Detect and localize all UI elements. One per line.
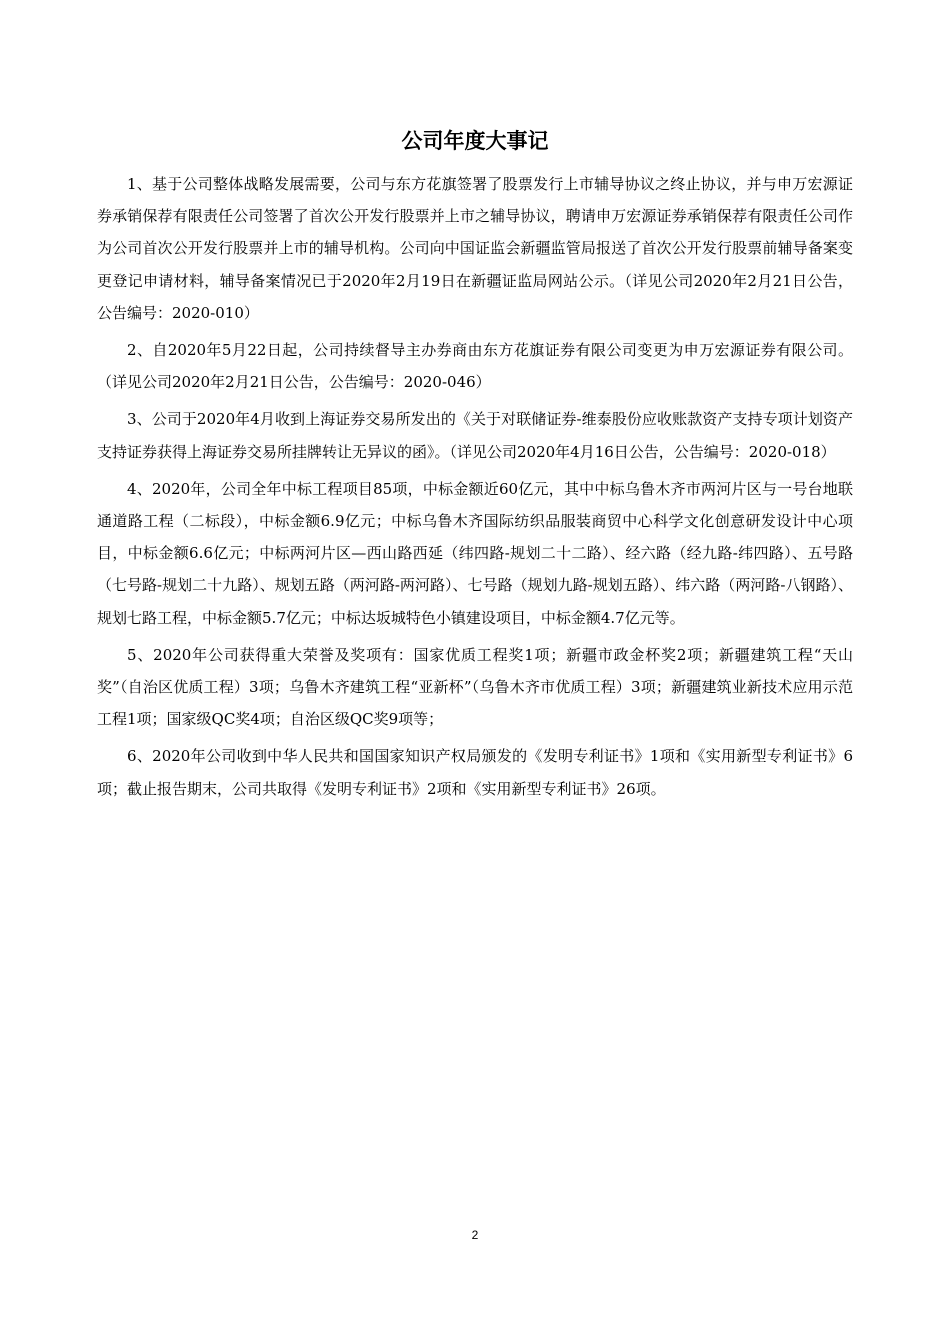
document-body — [97, 168, 853, 810]
paragraph-4: 4、2020年，公司全年中标工程项目85项，中标金额近60亿元，其中中标乌鲁木齐市两河片区与一号台地联通道路工程（二标段），中标金额6.9亿元；中标乌鲁木齐国际纺织品服装商贸中心科学文化创意研发设计中心项目，中标金额6.6亿元；中标两河片区—西山路西延（纬四路-规划二十二路）、经六路（经九路-纬四路）、五号路（七号路-规划二十九路）、规划五路（两河路-两河路）、七号路（规划九路-规划五路）、纬六路（两河路-八钢路）、规划七路工程，中标金额5.7亿元；中标达坂城特色小镇建设项目，中标金额4.7亿元等。 — [97, 479, 853, 627]
paragraph-3: 3、公司于2020年4月收到上海证券交易所发出的《关于对联储证券-维泰股份应收账款资产支持专项计划资产支持证券获得上海证券交易所挂牌转让无异议的函》。（详见公司2020年4月16日公告，公告编号：2020-018） — [97, 410, 853, 461]
paragraph-2: 2、自2020年5月22日起，公司持续督导主办券商由东方花旗证券有限公司变更为申万宏源证券有限公司。（详见公司2020年2月21日公告，公告编号：2020-046） — [97, 341, 853, 392]
paragraph-5: 5、2020年公司获得重大荣誉及奖项有：国家优质工程奖1项；新疆市政金杯奖2项；新疆建筑工程“天山奖”（自治区优质工程）3项；乌鲁木齐建筑工程“亚新杯”（乌鲁木齐市优质工程）3项；新疆建筑业新技术应用示范工程1项；国家级QC奖4项；自治区级QC奖9项等； — [97, 645, 853, 729]
page-number: 2 — [471, 1228, 479, 1242]
paragraph-6: 6、2020年公司收到中华人民共和国国家知识产权局颁发的《发明专利证书》1项和《实用新型专利证书》6项；截止报告期末，公司共取得《发明专利证书》2项和《实用新型专利证书》26项。 — [97, 747, 853, 798]
paragraph-1: 1、基于公司整体战略发展需要，公司与东方花旗签署了股票发行上市辅导协议之终止协议，并与申万宏源证券承销保荐有限责任公司签署了首次公开发行股票并上市之辅导协议，聘请申万宏源证券承销保荐有限责任公司作为公司首次公开发行股票并上市的辅导机构。公司向中国证监会新疆监管局报送了首次公开发行股票前辅导备案变更登记申请材料，辅导备案情况已于2020年2月19日在新疆证监局网站公示。（详见公司2020年2月21日公告，公告编号：2020-010） — [97, 175, 853, 322]
page-title: 公司年度大事记 — [401, 129, 549, 153]
